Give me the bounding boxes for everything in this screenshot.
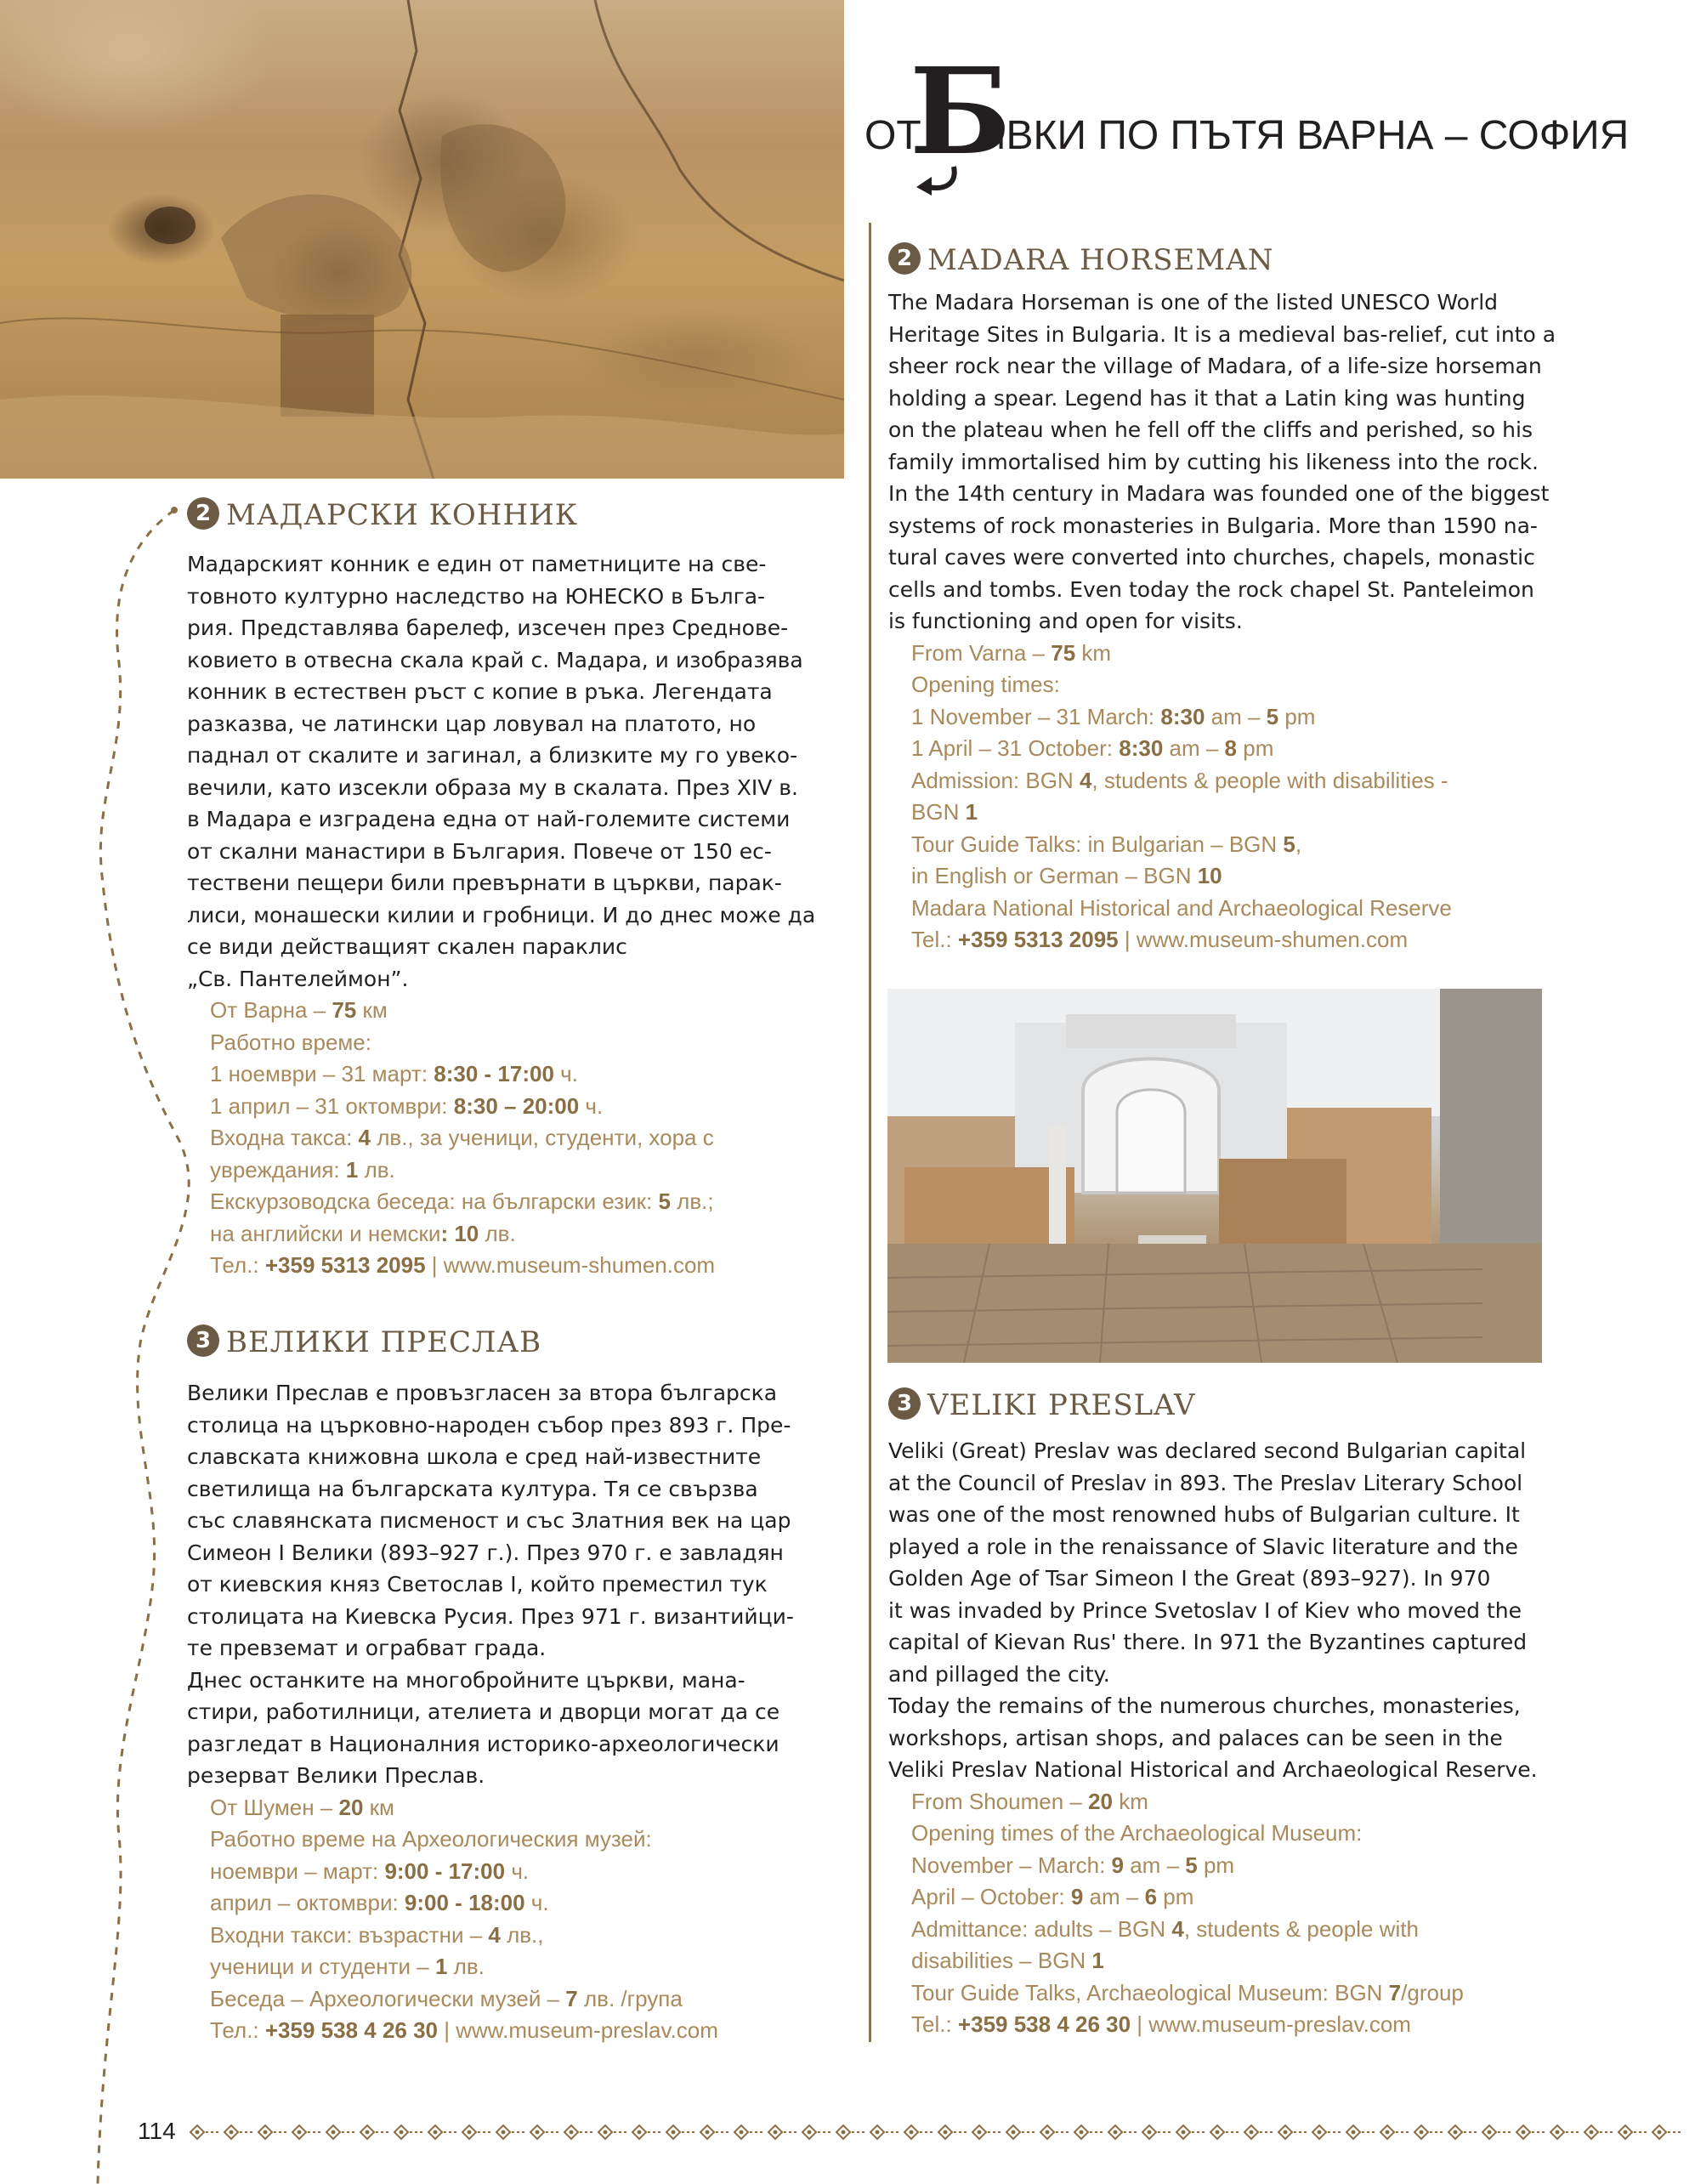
info-value: 20 bbox=[338, 1794, 364, 1820]
info-text: am – bbox=[1205, 703, 1267, 729]
info-text: in English or German – BGN bbox=[911, 863, 1198, 888]
info-line bbox=[210, 1154, 833, 1187]
info-line bbox=[911, 2009, 1670, 2041]
info-value: 5 bbox=[1185, 1852, 1198, 1878]
info-text: Беседа – Археологически музей – bbox=[210, 1985, 566, 2011]
info-line bbox=[210, 1920, 833, 1952]
dashed-route-line bbox=[0, 0, 204, 2184]
info-value: 8:30 bbox=[1119, 735, 1164, 761]
info-value: 4 bbox=[358, 1125, 371, 1150]
info-line bbox=[210, 1887, 833, 1920]
info-text: From Varna – bbox=[911, 639, 1052, 666]
info-text: , bbox=[1295, 831, 1302, 857]
info-value: 8:30 bbox=[1160, 703, 1205, 729]
info-text: | www.museum-shumen.com bbox=[1118, 927, 1409, 952]
info-value: 9 bbox=[1111, 1852, 1124, 1878]
info-line bbox=[210, 1218, 833, 1251]
info-value: : 10 bbox=[440, 1220, 479, 1246]
preslav-ruins-photo bbox=[887, 989, 1542, 1363]
section-madara-bg bbox=[187, 497, 833, 1282]
section-heading bbox=[187, 1325, 833, 1367]
info-line bbox=[210, 1792, 833, 1824]
info-line bbox=[210, 1186, 833, 1218]
info-value: 1 bbox=[965, 799, 978, 825]
info-value: 4 bbox=[1171, 1915, 1184, 1942]
section-body: Veliki (Great) Preslav was declared second Bulgarian capital at the Council of Preslav in 893. The Preslav Literary School was one of the most renowned hubs of Bulgarian culture. It played a role in the renaissance of Slavic literature and the Golden Age of Tsar Simeon I the Great (893–927). In 970 it was invaded by Prince Svetoslav I of Kiev who moved the capital of Kievan Rus' there. In 971 the Byzantines captured and pillaged the city. Today the remains of the numerous churches, monasteries, workshops, artisan shops, and palaces can be seen in the Veliki Preslav National Historical and Archaeological Reserve. bbox=[888, 1438, 1538, 1782]
info-text: Тел.: bbox=[210, 1252, 265, 1278]
section-madara-en bbox=[888, 242, 1670, 956]
info-line bbox=[210, 1856, 833, 1888]
info-line bbox=[210, 1091, 833, 1123]
info-text: ч. bbox=[505, 1858, 530, 1884]
info-line bbox=[911, 701, 1670, 734]
info-text: Tour Guide Talks: in Bulgarian – BGN bbox=[911, 831, 1284, 857]
info-text: 1 април – 31 октомври: bbox=[210, 1092, 454, 1119]
section-title: VELIKI PRESLAV bbox=[927, 1388, 1196, 1422]
section-number-badge: 2 bbox=[187, 497, 219, 530]
info-line bbox=[210, 1951, 833, 1983]
ornament-border bbox=[187, 2122, 1683, 2142]
info-text: От Шумен – bbox=[210, 1794, 339, 1820]
info-value: 5 bbox=[1283, 831, 1295, 857]
info-text: Екскурзоводска беседа: на български език: bbox=[210, 1188, 659, 1214]
info-value: 8 bbox=[1224, 735, 1238, 761]
info-text: лв. /група bbox=[577, 1985, 683, 2011]
info-text: ученици и студенти – bbox=[210, 1954, 435, 1979]
info-line bbox=[911, 1786, 1670, 1818]
info-line bbox=[911, 829, 1670, 861]
info-text: Opening times: bbox=[911, 672, 1060, 697]
info-text: BGN bbox=[911, 799, 966, 825]
info-text: | www.museum-preslav.com bbox=[438, 2017, 718, 2043]
info-line bbox=[911, 1818, 1670, 1850]
section-number-badge: 2 bbox=[888, 242, 921, 275]
info-value: 7 bbox=[1388, 1979, 1402, 2005]
info-text: | www.museum-shumen.com bbox=[425, 1252, 716, 1278]
section-number-badge: 3 bbox=[888, 1387, 921, 1420]
section-title: МАДАРСКИ КОННИК bbox=[226, 498, 579, 532]
info-text: лв. bbox=[479, 1220, 516, 1246]
page-header bbox=[860, 43, 1676, 182]
info-text: Opening times of the Archaeological Museum: bbox=[911, 1820, 1363, 1846]
info-text: Tel.: bbox=[911, 2011, 958, 2037]
info-value: 9 bbox=[1070, 1884, 1084, 1909]
info-text: November – March: bbox=[911, 1852, 1112, 1878]
info-line bbox=[911, 860, 1670, 893]
info-text: 1 November – 31 March: bbox=[911, 703, 1161, 729]
info-line bbox=[210, 1027, 833, 1059]
section-heading bbox=[187, 497, 833, 540]
info-line bbox=[210, 1058, 833, 1091]
page-number: 114 bbox=[138, 2118, 176, 2144]
section-title: ВЕЛИКИ ПРЕСЛАВ bbox=[226, 1325, 542, 1359]
info-line bbox=[210, 1824, 833, 1856]
info-line bbox=[210, 1122, 833, 1154]
info-text: км bbox=[356, 997, 388, 1023]
info-text: увреждания: bbox=[210, 1156, 346, 1183]
info-value: 20 bbox=[1088, 1788, 1114, 1814]
info-text: am – bbox=[1124, 1852, 1186, 1878]
info-text: disabilities – BGN bbox=[911, 1948, 1092, 1973]
info-text: април – октомври: bbox=[210, 1890, 405, 1915]
info-line bbox=[911, 638, 1670, 670]
info-text: km bbox=[1075, 639, 1112, 666]
column-rule bbox=[869, 223, 871, 2042]
info-value: 6 bbox=[1144, 1884, 1158, 1909]
info-text: От Варна – bbox=[210, 997, 332, 1023]
info-text: Tour Guide Talks, Archaeological Museum: BGN bbox=[911, 1979, 1389, 2005]
info-value: 1 bbox=[1091, 1948, 1104, 1973]
info-text: км bbox=[363, 1794, 394, 1820]
info-value: 7 bbox=[565, 1985, 578, 2011]
info-text: Работно време: bbox=[210, 1029, 371, 1055]
info-text: Admission: BGN bbox=[911, 767, 1080, 793]
info-text: pm bbox=[1237, 735, 1274, 761]
info-text: pm bbox=[1157, 1884, 1194, 1909]
header-title-rest: ИВКИ ПО ПЪТЯ ВАРНА – СОФИЯ bbox=[977, 113, 1630, 158]
info-value: 9:00 - 17:00 bbox=[384, 1858, 506, 1884]
info-value: 1 bbox=[434, 1954, 448, 1979]
section-preslav-en bbox=[888, 1387, 1670, 2041]
info-text: | www.museum-preslav.com bbox=[1131, 2011, 1411, 2037]
section-body: Мадарският конник е един от паметниците на све- товното културно наследство на ЮНЕСКО в Бълга- рия. Представлява барелеф, изсечен през Среднове- ковието в отвесна скала край с. Мадара, и изобразява конник в естествен ръст с копие в ръка. Легендата разказва, че латински цар ловувал на платото, но паднал от скалите и загинал, а близките му го увеко- вечили, като изсекли образа му в скалата. През XIV в. в Мадара е изградена една от най-големите системи от скални манастири в България. Повече от 150 ес- тествени пещери били превърнати в църкви, парак- лиси, монашески килии и гробници. И до днес може да се види действащият скален параклис „Св. Пантелеймон”. bbox=[187, 552, 816, 991]
info-text: Admittance: adults – BGN bbox=[911, 1915, 1172, 1942]
info-block bbox=[187, 995, 833, 1282]
info-text: Tel.: bbox=[911, 927, 958, 952]
info-text: лв.; bbox=[670, 1188, 714, 1214]
info-line bbox=[210, 1983, 833, 2016]
section-preslav-bg bbox=[187, 1325, 833, 2047]
info-value: 1 bbox=[345, 1156, 359, 1183]
info-text: , students & people with disabilities - bbox=[1091, 767, 1448, 793]
info-line bbox=[911, 1977, 1670, 2010]
info-text: лв. bbox=[358, 1156, 395, 1183]
info-text: km bbox=[1113, 1788, 1148, 1814]
info-line bbox=[911, 1945, 1670, 1977]
info-text: ч. bbox=[553, 1061, 578, 1086]
info-value: 8:30 – 20:00 bbox=[453, 1092, 580, 1119]
info-text: am – bbox=[1083, 1884, 1145, 1909]
info-line bbox=[210, 1250, 833, 1282]
section-title: MADARA HORSEMAN bbox=[927, 243, 1274, 277]
info-text: лв., за ученици, студенти, хора с bbox=[370, 1125, 714, 1150]
info-text: лв. bbox=[447, 1954, 485, 1979]
header-prefix: ОТ bbox=[865, 113, 921, 158]
section-heading bbox=[888, 242, 1670, 285]
info-text: Тел.: bbox=[210, 2017, 265, 2043]
info-line bbox=[911, 893, 1670, 925]
info-value: 75 bbox=[1051, 639, 1076, 666]
section-body: The Madara Horseman is one of the listed UNESCO World Heritage Sites in Bulgaria. It is a medieval bas-relief, cut into a sheer rock near the village of Madara, of a life-size horseman holding a spear. Legend has it that a Latin king was hunting on the plateau when he fell off the cliffs and perished, so his family immortalised him by cutting his likeness into the rock. In the 14th century in Madara was founded one of the biggest systems of rock monasteries in Bulgaria. More than 1590 na- tural caves were converted into churches, chapels, monastic cells and tombs. Even today the rock chapel St. Panteleimon is functioning and open for visits. bbox=[888, 290, 1556, 633]
info-line bbox=[911, 733, 1670, 765]
info-value: 4 bbox=[1079, 767, 1092, 793]
info-text: /group bbox=[1401, 1979, 1464, 2005]
info-value: +359 538 4 26 30 bbox=[264, 2017, 439, 2043]
header-big-letter: Б bbox=[910, 43, 1012, 182]
info-line bbox=[911, 1914, 1670, 1946]
info-line bbox=[911, 924, 1670, 956]
info-text: Входна такса: bbox=[210, 1125, 359, 1150]
info-text: лв., bbox=[500, 1921, 544, 1948]
info-block bbox=[888, 638, 1670, 956]
info-text: Madara National Historical and Archaeological Reserve bbox=[911, 894, 1452, 921]
info-text: 1 April – 31 October: bbox=[911, 735, 1120, 761]
info-line bbox=[911, 1850, 1670, 1882]
info-text: From Shoumen – bbox=[911, 1788, 1089, 1814]
info-value: 4 bbox=[488, 1921, 501, 1948]
info-line bbox=[911, 669, 1670, 701]
info-value: 5 bbox=[658, 1188, 671, 1214]
info-line bbox=[210, 995, 833, 1027]
info-value: +359 5313 2095 bbox=[957, 927, 1119, 952]
info-block bbox=[187, 1792, 833, 2047]
info-value: +359 538 4 26 30 bbox=[957, 2011, 1131, 2037]
info-line bbox=[210, 2015, 833, 2047]
info-block bbox=[888, 1786, 1670, 2041]
info-line bbox=[911, 797, 1670, 829]
info-text: 1 ноември – 31 март: bbox=[210, 1061, 434, 1086]
info-value: +359 5313 2095 bbox=[264, 1252, 426, 1278]
info-line bbox=[911, 765, 1670, 797]
info-text: ч. bbox=[579, 1092, 604, 1119]
section-body: Велики Преслав е провъзгласен за втора българска столица на църковно-народен събор през 893 г. Пре- славската книжовна школа е сред най-известните светилища на българската култура. Тя се свързва със славянската писменост и със Златния век на цар Симеон I Велики (893–927 г.). През 970 г. е завладян от киевския княз Светослав I, който преместил тук столицата на Киевска Русия. През 971 г. византийци- те превземат и ограбват града. Днес останките на многобройните църкви, мана- стири, работилници, ателиета и дворци могат да се разгледат в Националния историко-археологически резерват Велики Преслав. bbox=[187, 1381, 794, 1788]
section-number-badge: 3 bbox=[187, 1325, 219, 1357]
info-value: 10 bbox=[1197, 863, 1222, 888]
section-heading bbox=[888, 1387, 1670, 1430]
info-text: Работно време на Археологическия музей: bbox=[210, 1826, 652, 1852]
info-text: ч. bbox=[524, 1890, 549, 1915]
info-value: 8:30 - 17:00 bbox=[434, 1061, 554, 1086]
info-text: April – October: bbox=[911, 1884, 1071, 1909]
info-value: 5 bbox=[1266, 703, 1279, 729]
info-text: , students & people with bbox=[1183, 1915, 1419, 1942]
info-value: 9:00 - 18:00 bbox=[404, 1890, 525, 1915]
info-text: ноември – март: bbox=[210, 1858, 385, 1884]
info-text: Входни такси: възрастни – bbox=[210, 1921, 489, 1948]
info-value: 75 bbox=[332, 997, 357, 1023]
info-text: am – bbox=[1163, 735, 1225, 761]
info-text: pm bbox=[1197, 1852, 1235, 1878]
info-text: на английски и немски bbox=[210, 1220, 441, 1246]
info-text: pm bbox=[1278, 703, 1316, 729]
curved-arrow-icon bbox=[913, 163, 964, 197]
info-line bbox=[911, 1881, 1670, 1914]
